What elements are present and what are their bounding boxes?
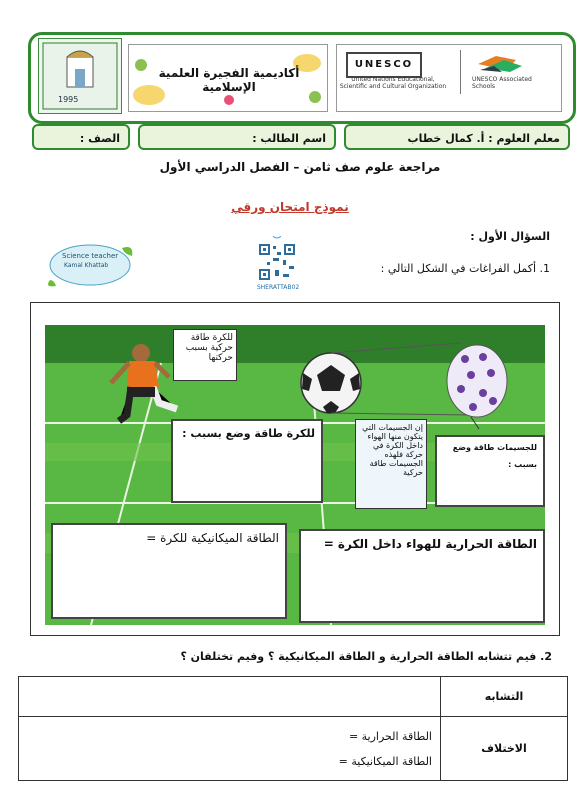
football-ball [301,353,361,413]
class-field[interactable]: الصف : [32,124,130,150]
difference-label: الاختلاف [441,717,568,781]
school-crest-logo [38,38,122,114]
review-title: مراجعة علوم صف ثامن – الفصل الدراسي الأول [159,160,441,174]
air-particles-circle [447,345,507,417]
particles-potential-answer-box[interactable] [435,435,545,507]
student-name-field[interactable]: اسم الطالب : [138,124,336,150]
unesco-logo: UNESCO [346,52,422,78]
thermal-energy-answer-box[interactable]: الطاقة الحرارية للهواء داخل الكرة = [299,529,545,623]
badge-line1: Science teacher [62,252,119,260]
unesco-subtitle: United Nations Educational, Scientific and Cultural Organization [339,76,447,90]
comparison-table [18,676,568,781]
mechanical-energy-answer-box[interactable]: الطاقة الميكانيكية للكرة = [51,523,287,619]
thermal-line: الطاقة الحرارية = [348,729,432,743]
badge-line2: Kamal Khattab [64,262,109,269]
similarity-label: التشابه [441,677,568,717]
similarity-answer-cell[interactable] [19,677,441,717]
question1-heading: السؤال الأول : [470,230,550,243]
teacher-field: معلم العلوم : أ. كمال خطاب [344,124,570,150]
energy-figure [30,302,560,636]
exam-title: نموذج امتحان ورقي [231,200,349,214]
air-particles-note: إن الجسيمات التي يتكون منها الهواء داخل الكرة في حركة فلهذه الجسيمات طاقة حركية [355,419,427,509]
ball-kinetic-bubble: للكرة طاقة حركية بسبب حركتها [173,329,237,381]
particles-box-line2: بسبب : [508,460,537,469]
difference-answer-cell[interactable] [19,717,441,781]
qr-caption: SHERATTAB02 [256,284,300,291]
crest-year: 1995 [58,95,79,104]
ball-potential-answer-box[interactable]: للكرة طاقة وضع بسبب : [171,419,323,503]
question1-instruction: 1. أكمل الفراغات في الشكل التالي : [380,262,550,275]
unesco-schools-icon [476,50,526,74]
unesco-associated-schools: UNESCO Associated Schools [472,76,532,90]
table-row [19,677,568,717]
particles-box-line1: للجسيمات طاقة وضع [452,443,537,452]
qr-code [257,236,297,282]
school-name: أكاديمية الفجيرة العلمية الإسلامية [158,66,300,94]
table-row [19,717,568,781]
mechanical-line: الطاقة الميكانيكية = [338,754,432,768]
question2-text: 2. فيم تتشابه الطاقة الحرارية و الطاقة الميكانيكية ؟ وفيم تختلفان ؟ [180,650,552,663]
